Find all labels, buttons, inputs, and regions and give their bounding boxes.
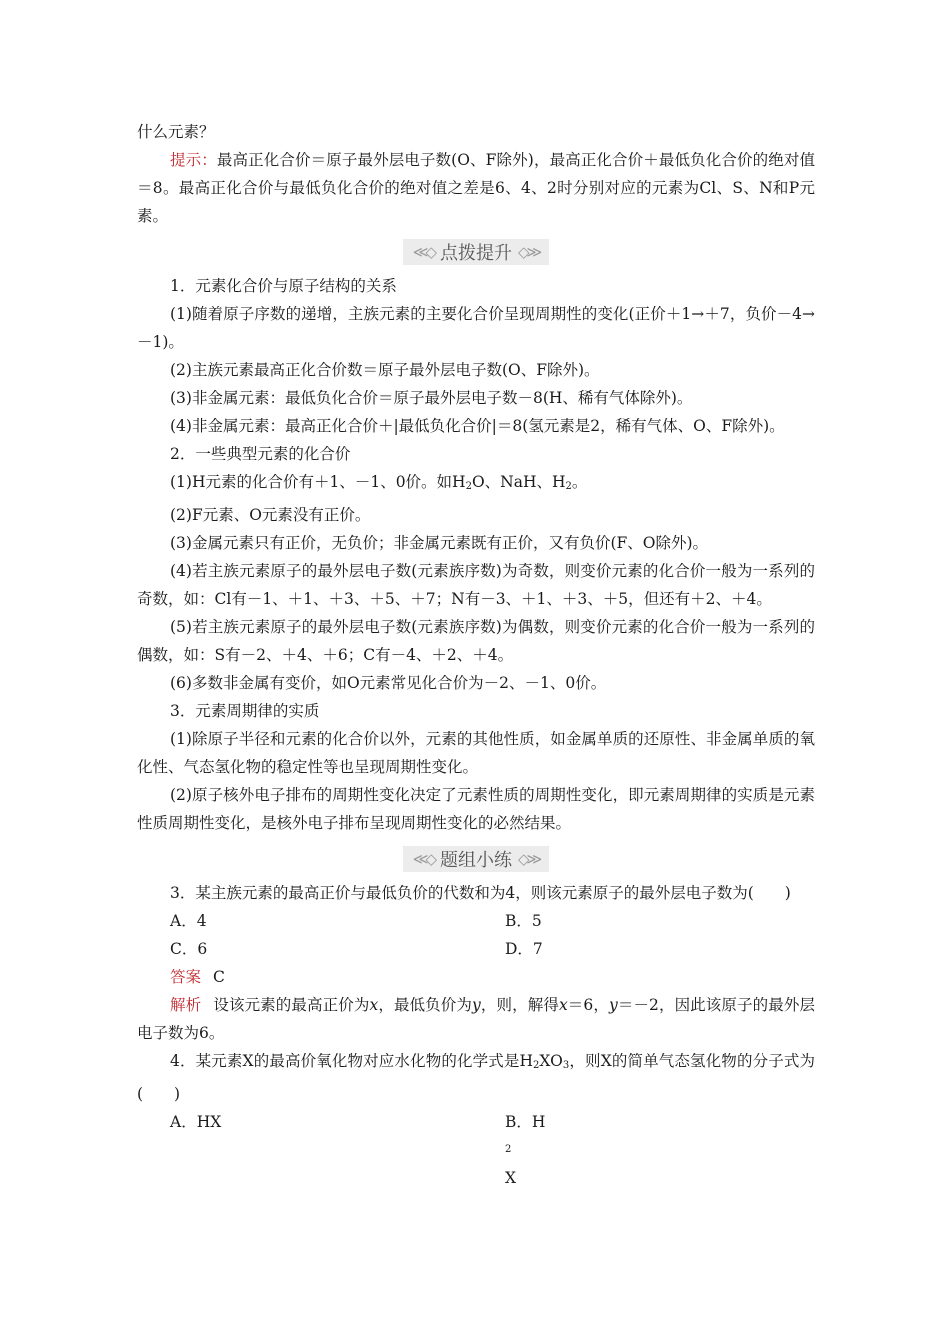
option-c: C．6 [170, 940, 208, 958]
text-fragment: ，最低负价为 [378, 996, 472, 1014]
point-item: (3)金属元素只有正价，无负价；非金属元素既有正价，又有负价(F、O除外)。 [170, 534, 709, 552]
text-fragment: O、NaH、H [471, 473, 566, 491]
text-fragment: 设该元素的最高正价为 [213, 996, 370, 1014]
point-item: (2)原子核外电子排布的周期性变化决定了元素性质的周期性变化，即元素周期律的实质是元素性质周期性变化，是核外电子排布呈现周期性变化的必然结果。 [137, 786, 815, 832]
variable-x: x [369, 996, 379, 1014]
option-a: A．4 [170, 912, 207, 930]
subscript: 2 [465, 481, 472, 492]
text-fragment: ＝6， [567, 996, 609, 1014]
text-fragment: X [505, 1169, 517, 1187]
option-d: D．7 [505, 940, 543, 958]
option-b [505, 1108, 545, 1192]
point-item: 3．元素周期律的实质 [170, 702, 320, 720]
section-heading-tips [137, 238, 815, 266]
point-item: 1．元素化合价与原子结构的关系 [170, 277, 397, 295]
question-4-options-row-1 [137, 1108, 815, 1192]
question-3-stem: 3．某主族元素的最高正价与最低负价的代数和为4，则该元素原子的最外层电子数为( ) [170, 884, 791, 902]
text-fragment: (1)H元素的化合价有＋1、－1、0价。如H [170, 473, 466, 491]
text-fragment: ＝－2，因此该原子的最外层电子数为6。 [137, 996, 815, 1042]
hint-label: 提示： [170, 151, 217, 169]
text-fragment: 4．某元素X的最高价氧化物对应水化物的化学式是H [170, 1052, 534, 1070]
point-item: (6)多数非金属有变价，如O元素常见化合价为－2、－1、0价。 [170, 674, 607, 692]
text-fragment: B．H [505, 1113, 546, 1131]
question-3-options-row-1 [137, 907, 815, 935]
section-title: 点拨提升 [440, 243, 512, 264]
variable-y: y [609, 996, 618, 1014]
point-item: (2)主族元素最高正化合价数＝原子最外层电子数(O、F除外)。 [170, 361, 600, 379]
document-content [137, 118, 815, 1192]
hint-paragraph [137, 146, 815, 230]
text-fragment: 。 [571, 473, 588, 491]
question-3-analysis [137, 991, 815, 1047]
double-chevron-right-icon: ◇≫ [518, 850, 540, 868]
double-chevron-left-icon: ≪◇ [412, 850, 434, 868]
subscript: 2 [505, 1144, 512, 1155]
point-item: (5)若主族元素原子的最外层电子数(元素族序数)为偶数，则变价元素的化合价一般为一系列的偶数，如：S有－2、＋4、＋6；C有－4、＋2、＋4。 [137, 618, 815, 664]
answer-value: C [213, 968, 225, 986]
question-4-stem [137, 1047, 815, 1108]
point-item: (1)随着原子序数的递增，主族元素的主要化合价呈现周期性的变化(正价＋1→＋7，负价－4→－1)。 [137, 305, 815, 351]
option-b: B．5 [505, 912, 542, 930]
point-item: (3)非金属元素：最低负化合价＝原子最外层电子数－8(H、稀有气体除外)。 [170, 389, 693, 407]
question-3-answer [137, 963, 815, 991]
analysis-label: 解析 [170, 996, 202, 1014]
section-title: 题组小练 [440, 850, 512, 871]
section-heading-box [403, 846, 550, 872]
section-heading-exercises [137, 845, 815, 873]
hint-text: 最高正化合价＝原子最外层电子数(O、F除外)，最高正化合价＋最低负化合价的绝对值＝8。最高正化合价与最低负化合价的绝对值之差是6、4、2时分别对应的元素为Cl、S、N和P元素。 [137, 151, 815, 225]
question-3-options-row-2 [137, 935, 815, 963]
text-fragment: XO [539, 1052, 563, 1070]
option-a: A．HX [170, 1113, 222, 1131]
subscript: 2 [565, 481, 572, 492]
point-item-h [137, 468, 815, 501]
subscript: 3 [562, 1060, 570, 1071]
point-item: (4)非金属元素：最高正化合价＋|最低负化合价|＝8(氢元素是2，稀有气体、O、F除外)。 [170, 417, 785, 435]
point-item: 2．一些典型元素的化合价 [170, 445, 351, 463]
double-chevron-left-icon: ≪◇ [412, 243, 434, 261]
point-item: (1)除原子半径和元素的化合价以外，元素的其他性质，如金属单质的还原性、非金属单质的氧化性、气态氢化物的稳定性等也呈现周期性变化。 [137, 730, 815, 776]
subscript: 2 [533, 1060, 540, 1071]
variable-x: x [558, 996, 568, 1014]
variable-y: y [472, 996, 481, 1014]
text-fragment: ，则，解得 [480, 996, 559, 1014]
point-item: (2)F元素、O元素没有正价。 [170, 506, 371, 524]
section-heading-box [403, 239, 550, 265]
text-fragment: ，则X的简单气态氢化物的分子式为( ) [137, 1052, 815, 1103]
point-item: (4)若主族元素原子的最外层电子数(元素族序数)为奇数，则变价元素的化合价一般为一系列的奇数，如：Cl有－1、＋1、＋3、＋5、＋7；N有－3、＋1、＋3、＋5，但还有＋2、＋4。 [137, 562, 815, 608]
double-chevron-right-icon: ◇≫ [518, 243, 540, 261]
text-line: 什么元素？ [137, 123, 215, 141]
answer-label: 答案 [170, 968, 202, 986]
